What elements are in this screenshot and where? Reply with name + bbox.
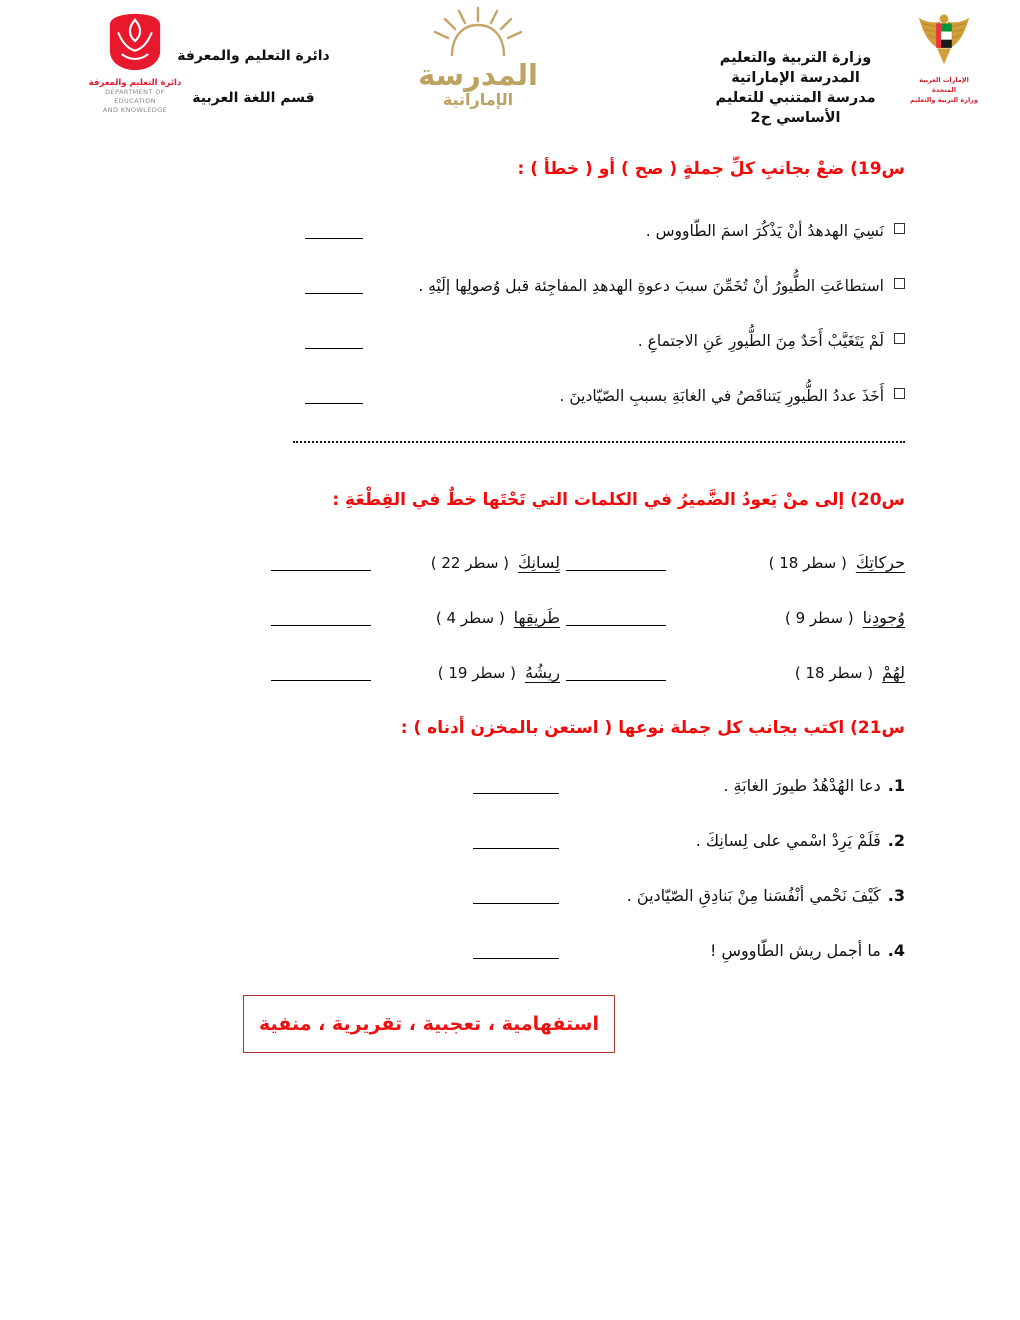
uae-emblem-caption1: الإمارات العربية المتحدة <box>919 76 969 94</box>
uae-emblem-caption2: وزارة التربية والتعليم <box>910 95 978 104</box>
q20-item-3-ref: ( سطر 9 ) <box>784 609 854 627</box>
adek-logo <box>85 12 185 115</box>
checkbox-icon[interactable] <box>894 388 905 399</box>
question-19-title: س19) ضعْ بجانبِ كلِّ جملةٍ ( صح ) أو ( خطأ ) : <box>517 159 905 179</box>
answer-blank[interactable] <box>566 666 666 681</box>
q19-item-1 <box>100 220 905 242</box>
ministry-line1: وزارة التربية والتعليم <box>719 50 872 66</box>
q20-item-2 <box>265 551 560 575</box>
q20-item-5 <box>560 661 905 685</box>
q20-item-5-word: لهُمْ <box>882 663 905 682</box>
answer-blank[interactable] <box>305 224 363 239</box>
checkbox-icon[interactable] <box>894 223 905 234</box>
q20-item-1 <box>560 551 905 575</box>
q20-item-2-ref: ( سطر 22 ) <box>430 554 510 572</box>
q21-item-2 <box>473 830 905 852</box>
q21-item-4 <box>473 940 905 962</box>
q19-item-4-text: أَخَذَ عددُ الطُّيورِ يَتناقَصُ في الغابَةِ بسببِ الصّيّادينَ . <box>559 387 884 405</box>
question-20-title: س20) إلى منْ يَعودُ الضَّميرُ في الكلمات التي تَحْتَها خطٌ في القِطْعَةِ : <box>332 490 905 510</box>
answer-blank[interactable] <box>473 834 559 849</box>
q21-item-2-number: 2. <box>887 831 905 850</box>
q20-item-4-word: طَريقِها <box>513 608 560 627</box>
checkbox-icon[interactable] <box>894 333 905 344</box>
school-logo-line2: الإماراتية <box>442 90 514 110</box>
q20-item-1-ref: ( سطر 18 ) <box>768 554 847 572</box>
q19-item-2-text: استطاعَتِ الطُّيورُ أنْ تُخَمِّنَ سببَ دعوةِ الهدهدِ المفاجِئة قبل وُصولِها إلَيْهِ . <box>418 277 884 295</box>
dotted-separator <box>293 440 905 443</box>
answer-blank[interactable] <box>566 556 666 571</box>
q20-item-5-ref: ( سطر 18 ) <box>794 664 874 682</box>
q19-item-1-text: نَسِيَ الهدهدُ أنْ يَذْكُرَ اسمَ الطّاووس . <box>645 222 884 240</box>
q21-item-1-number: 1. <box>887 776 905 795</box>
q21-item-1 <box>473 775 905 797</box>
adek-logo-icon <box>104 57 166 76</box>
answer-blank[interactable] <box>305 334 363 349</box>
q20-item-2-word: لِسانِكَ <box>518 553 560 572</box>
q21-item-3-text: كَيْفَ نَحْمي أنْفُسَنا مِنْ بَنادِقِ الصّيّادينَ . <box>626 886 881 905</box>
q20-item-4-ref: ( سطر 4 ) <box>435 609 505 627</box>
department-text <box>176 48 331 106</box>
q19-item-2 <box>100 275 905 297</box>
answer-bank-box <box>243 995 615 1053</box>
department-line2: قسم اللغة العربية <box>192 90 315 106</box>
q20-item-6-ref: ( سطر 19 ) <box>437 664 516 682</box>
answer-blank[interactable] <box>566 611 666 626</box>
q19-item-4 <box>100 385 905 407</box>
answer-blank[interactable] <box>473 779 559 794</box>
q20-grid <box>100 551 905 685</box>
uae-falcon-icon <box>914 57 974 76</box>
department-line1: دائرة التعليم والمعرفة <box>177 48 330 64</box>
answer-blank[interactable] <box>271 611 371 626</box>
emirati-school-logo <box>398 6 558 109</box>
answer-blank[interactable] <box>305 279 363 294</box>
q20-item-4 <box>265 606 560 630</box>
adek-caption-en1: DEPARTMENT OF EDUCATION <box>105 88 165 106</box>
q21-item-3-number: 3. <box>887 886 905 905</box>
q21-item-2-text: فَلَمْ يَرِدْ اسْمي على لِسانِكَ . <box>695 831 881 850</box>
answer-blank[interactable] <box>473 944 559 959</box>
answer-bank-text: استفهامية ، تعجبية ، تقريرية ، منفية <box>259 1013 599 1035</box>
q20-item-6 <box>265 661 560 685</box>
answer-blank[interactable] <box>305 389 363 404</box>
q19-item-3-text: لَمْ يَتَغَيَّبْ أَحَدٌ مِنَ الطُّيورِ عَنِ الاجتماعِ . <box>637 332 884 350</box>
ministry-line2: المدرسة الإماراتية <box>731 70 860 86</box>
answer-blank[interactable] <box>473 889 559 904</box>
answer-blank[interactable] <box>271 556 371 571</box>
q21-item-1-text: دعا الهُدْهُدُ طيورَ الغابَةِ . <box>723 776 881 795</box>
uae-emblem <box>908 12 980 105</box>
checkbox-icon[interactable] <box>894 278 905 289</box>
q21-item-3 <box>473 885 905 907</box>
ministry-header-text <box>683 48 908 128</box>
ministry-line3: مدرسة المتنبي للتعليم الأساسي ح2 <box>715 90 876 126</box>
q19-item-3 <box>100 330 905 352</box>
adek-caption-ar: دائرة التعليم والمعرفة <box>88 78 182 88</box>
q20-item-3 <box>560 606 905 630</box>
school-logo-line1: المدرسة <box>418 58 538 92</box>
q20-item-6-word: ريشُهُ <box>524 663 560 682</box>
answer-blank[interactable] <box>271 666 371 681</box>
q21-item-4-text: ما أجمل ريش الطّاووسِ ! <box>709 941 881 960</box>
adek-caption-en2: AND KNOWLEDGE <box>102 106 168 115</box>
q20-item-1-word: حركاتِكَ <box>855 553 905 572</box>
question-21-title: س21) اكتب بجانب كل جملة نوعها ( استعن بالمخزن أدناه ) : <box>400 718 905 738</box>
q20-item-3-word: وُجودِنا <box>862 608 905 627</box>
worksheet-body <box>100 150 905 1053</box>
q21-item-4-number: 4. <box>887 941 905 960</box>
